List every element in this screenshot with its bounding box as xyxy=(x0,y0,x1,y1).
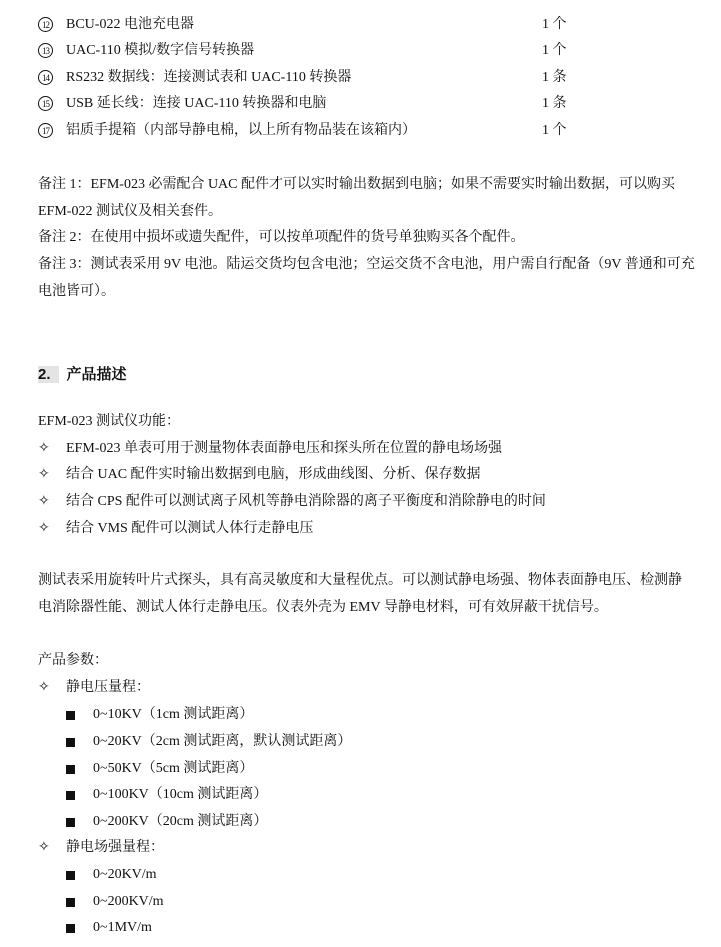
voltage-range: 0~10KV（1cm 测试距离） xyxy=(93,707,254,722)
functions-title: EFM-023 测试仪功能： xyxy=(38,414,180,429)
note-line: EFM-022 测试仪及相关套件。 xyxy=(38,204,222,219)
field-range: 0~20KV/m xyxy=(93,867,157,882)
params-title: 产品参数： xyxy=(38,653,108,668)
square-bullet-icon xyxy=(66,924,75,933)
item-text: 铝质手提箱（内部导静电棉，以上所有物品装在该箱内） xyxy=(66,123,416,138)
description-line: 电消除器性能、测试人体行走静电压。仪表外壳为 EMV 导静电材料，可有效屏蔽干扰信号。 xyxy=(38,600,608,615)
section-title: 产品描述 xyxy=(66,366,127,383)
description-line: 测试表采用旋转叶片式探头，具有高灵敏度和大量程优点。可以测试静电场强、物体表面静电压、检测静 xyxy=(38,573,682,588)
square-bullet-icon xyxy=(66,711,75,720)
field-range: 0~200KV/m xyxy=(93,894,164,909)
circled-number: 14 xyxy=(38,70,53,85)
item-text: UAC-110 模拟/数字信号转换器 xyxy=(66,43,255,58)
function-item: 结合 CPS 配件可以测试离子风机等静电消除器的离子平衡度和消除静电的时间 xyxy=(66,494,546,509)
square-bullet-icon xyxy=(66,818,75,827)
field-range: 0~1MV/m xyxy=(93,920,152,935)
note-line: 备注 3：测试表采用 9V 电池。陆运交货均包含电池；空运交货不含电池，用户需自行配备（9V 普通和可充 xyxy=(38,257,695,272)
voltage-range: 0~200KV（20cm 测试距离） xyxy=(93,814,268,829)
voltage-title: 静电压量程： xyxy=(66,680,150,695)
voltage-range: 0~20KV（2cm 测试距离，默认测试距离） xyxy=(93,734,352,749)
item-qty: 1 个 xyxy=(542,17,567,32)
voltage-range: 0~100KV（10cm 测试距离） xyxy=(93,787,268,802)
item-text: USB 延长线：连接 UAC-110 转换器和电脑 xyxy=(66,96,327,111)
diamond-bullet-icon: ✧ xyxy=(38,441,50,456)
diamond-bullet-icon: ✧ xyxy=(38,494,50,509)
circled-number: 12 xyxy=(38,17,53,32)
diamond-bullet-icon: ✧ xyxy=(38,521,50,536)
note-line: 备注 2：在使用中损坏或遗失配件，可以按单项配件的货号单独购买各个配件。 xyxy=(38,230,525,245)
voltage-range: 0~50KV（5cm 测试距离） xyxy=(93,761,254,776)
item-qty: 1 个 xyxy=(542,123,567,138)
item-qty: 1 条 xyxy=(542,96,567,111)
circled-number: 17 xyxy=(38,123,53,138)
diamond-bullet-icon: ✧ xyxy=(38,467,50,482)
function-item: EFM-023 单表可用于测量物体表面静电压和探头所在位置的静电场场强 xyxy=(66,441,502,456)
function-item: 结合 UAC 配件实时输出数据到电脑，形成曲线图、分析、保存数据 xyxy=(66,467,481,482)
square-bullet-icon xyxy=(66,871,75,880)
section-heading xyxy=(38,366,127,384)
diamond-bullet-icon: ✧ xyxy=(38,840,50,855)
diamond-bullet-icon: ✧ xyxy=(38,680,50,695)
item-text: RS232 数据线：连接测试表和 UAC-110 转换器 xyxy=(66,70,352,85)
square-bullet-icon xyxy=(66,765,75,774)
square-bullet-icon xyxy=(66,791,75,800)
circled-number: 15 xyxy=(38,96,53,111)
square-bullet-icon xyxy=(66,738,75,747)
item-qty: 1 条 xyxy=(542,70,567,85)
note-line: 电池皆可）。 xyxy=(38,284,115,299)
section-number: 2. xyxy=(38,366,59,383)
field-title: 静电场强量程： xyxy=(66,840,164,855)
item-qty: 1 个 xyxy=(542,43,567,58)
function-item: 结合 VMS 配件可以测试人体行走静电压 xyxy=(66,521,314,536)
square-bullet-icon xyxy=(66,898,75,907)
note-line: 备注 1：EFM-023 必需配合 UAC 配件才可以实时输出数据到电脑；如果不需要实时输出数据，可以购买 xyxy=(38,177,676,192)
item-text: BCU-022 电池充电器 xyxy=(66,17,194,32)
circled-number: 13 xyxy=(38,43,53,58)
